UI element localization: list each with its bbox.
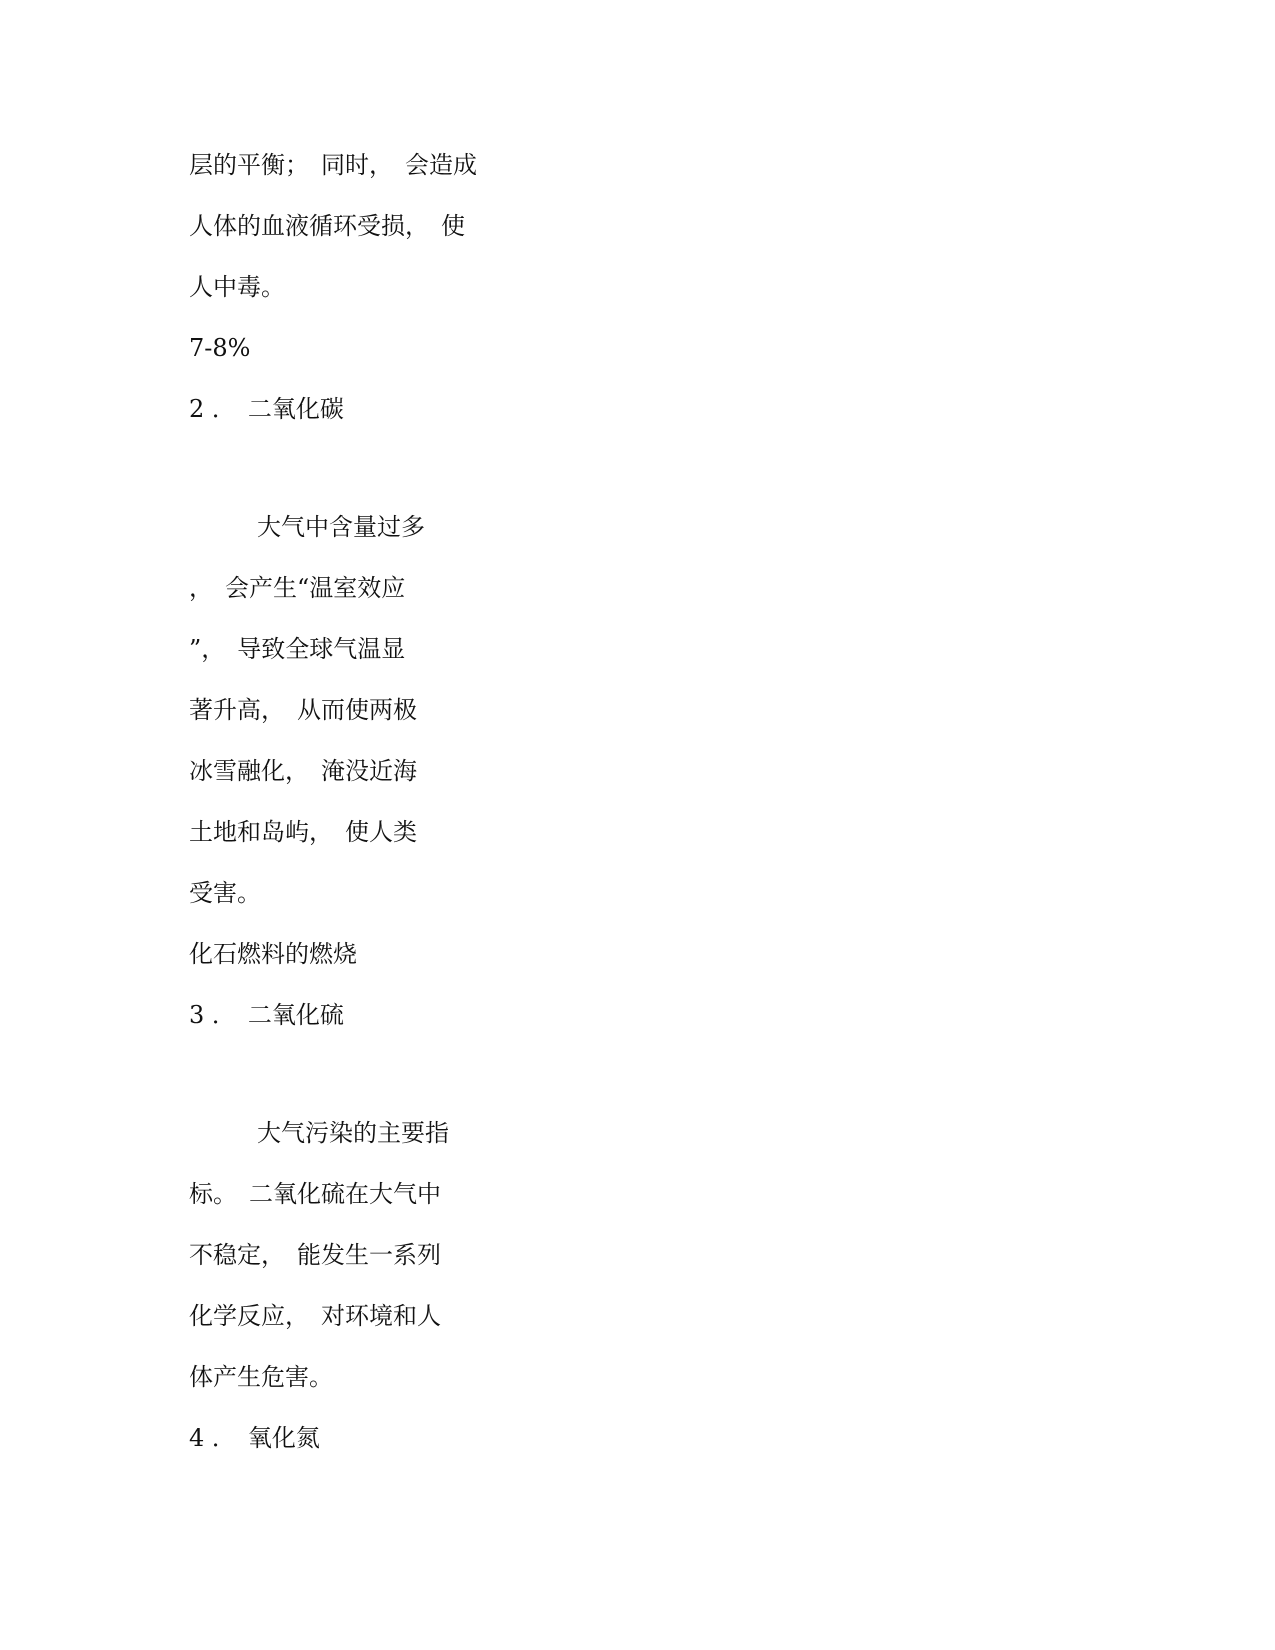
section-heading: 2 ． 二氧化碳 (189, 395, 344, 423)
text-line: 人中毒。 (189, 273, 285, 301)
text-line: 冰雪融化， 淹没近海 (189, 757, 417, 785)
text-line: 不稳定， 能发生一系列 (189, 1241, 441, 1269)
text-line: 受害。 (189, 879, 261, 907)
text-line: 体产生危害。 (189, 1363, 333, 1391)
text-line: 大气中含量过多 (257, 513, 425, 541)
text-line: 层的平衡； 同时， 会造成 (189, 151, 477, 179)
text-line: 大气污染的主要指 (257, 1119, 449, 1147)
text-line: 化学反应， 对环境和人 (189, 1302, 441, 1330)
text-line: 著升高， 从而使两极 (189, 696, 417, 724)
section-heading: 3 ． 二氧化硫 (189, 1001, 344, 1029)
text-line: 土地和岛屿， 使人类 (189, 818, 417, 846)
text-line: 化石燃料的燃烧 (189, 940, 357, 968)
text-line: 标。 二氧化硫在大气中 (189, 1180, 441, 1208)
text-line: 7-8% (189, 334, 251, 362)
text-line: 人体的血液循环受损， 使 (189, 212, 465, 240)
text-line: ”， 导致全球气温显 (189, 635, 406, 663)
section-heading: 4 ． 氧化氮 (189, 1424, 320, 1452)
text-line: ， 会产生“温室效应 (189, 574, 406, 602)
